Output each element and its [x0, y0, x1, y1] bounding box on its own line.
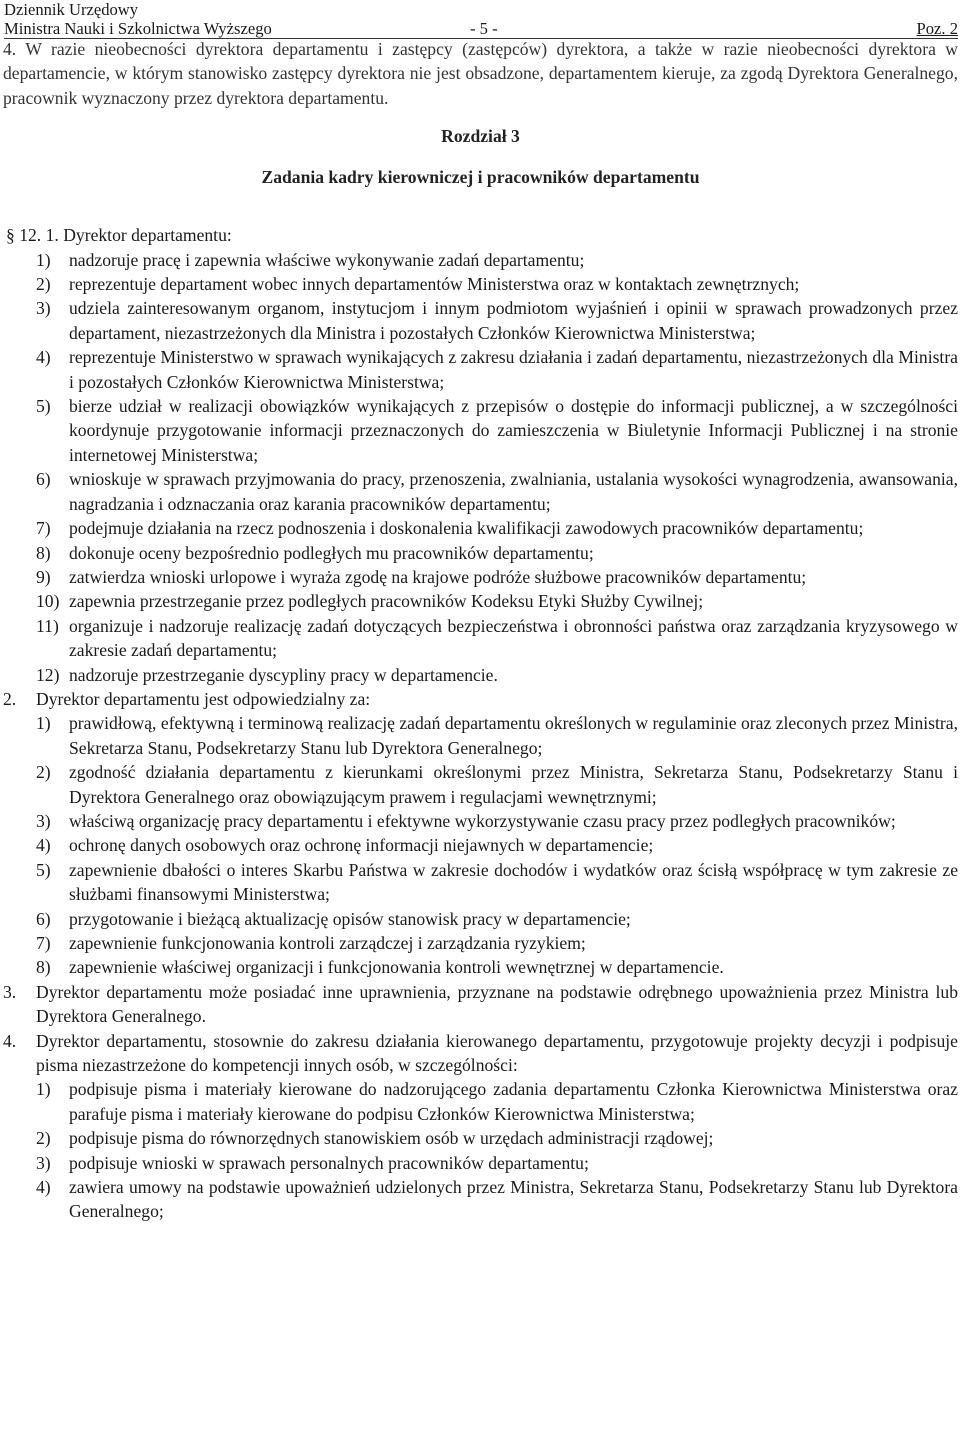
item-number: 1) [36, 713, 51, 734]
item-text: podejmuje działania na rzecz podnoszenia i doskonalenia kwalifikacji zawodowych pracowników departamentu; [69, 518, 864, 539]
item-text: podpisuje pisma do równorzędnych stanowiskiem osób w urzędach administracji rządowej; [69, 1128, 714, 1149]
item-text: reprezentuje Ministerstwo w sprawach wynikających z zakresu działania i zadań departamentu, niezastrzeżonych dla Ministra i pozostałych Członków Kierownictwa Ministerstwa; [69, 347, 958, 392]
item-number: 1) [36, 249, 51, 270]
item-number: 6) [36, 908, 51, 929]
item-text: nadzoruje pracę i zapewnia właściwe wykonywanie zadań departamentu; [69, 249, 585, 270]
item-number: 4) [36, 347, 51, 368]
item-number: 8) [36, 542, 51, 563]
subsection-4 [3, 1029, 958, 1078]
list-item [36, 394, 958, 467]
item-text: zawiera umowy na podstawie upoważnień udzielonych przez Ministra, Sekretarza Stanu, Podsekretarzy Stanu lub Dyrektora Generalnego; [69, 1177, 958, 1222]
item-text: podpisuje pisma i materiały kierowane do nadzorującego zadania departamentu Członka Kierownictwa Ministerstwa oraz parafuje pisma i materiały kierowane do podpisu Członków Kierownictwa Ministerstwa; [69, 1079, 958, 1124]
item-number: 8) [36, 957, 51, 978]
list-item [36, 1126, 958, 1150]
item-number: 11) [36, 615, 59, 636]
item-text: ochronę danych osobowych oraz ochronę informacji niejawnych w departamencie; [69, 835, 654, 856]
subsection-intro: Dyrektor departamentu jest odpowiedzialny za: [36, 688, 371, 709]
section-intro [3, 223, 958, 247]
item-number: 4) [36, 1177, 51, 1198]
section-sign: § [6, 225, 15, 246]
list-item [36, 858, 958, 907]
list-item [36, 907, 958, 931]
position-number: Poz. 2 [916, 19, 958, 38]
chapter-number: Rozdział 3 [441, 126, 520, 147]
list-item [36, 516, 958, 540]
item-text: organizuje i nadzoruje realizację zadań dotyczących bezpieczeństwa i obronności państwa oraz zarządzania kryzysowego w zakresie zadań departamentu; [69, 615, 958, 661]
subsection-intro: Dyrektor departamentu, stosownie do zakresu działania kierowanego departamentu, przygotowuje projekty decyzji i podpisuje pisma niezastrzeżone do kompetencji innych osób, w szczególności: [36, 1030, 958, 1076]
list-item [36, 1077, 958, 1126]
item-text: bierze udział w realizacji obowiązków wynikających z przepisów o dostępie do informacji publicznej, a w szczególności koordynuje przygotowanie informacji przeznaczonych do zamieszczenia w Biuletynie Informacji Publicznej i na stronie internetowej Ministerstwa; [69, 396, 958, 465]
item-text: zapewnienie funkcjonowania kontroli zarządczej i zarządzania ryzykiem; [69, 933, 586, 953]
item-text: prawidłową, efektywną i terminową realizację zadań departamentu określonych w regulaminie oraz zleconych przez Ministra, Sekretarza Stanu, Podsekretarzy Stanu lub Dyrektora Generalnego; [69, 713, 958, 758]
list-item [36, 1175, 958, 1224]
list-item [36, 467, 958, 516]
item-number: 9) [36, 566, 51, 587]
item-text: wnioskuje w sprawach przyjmowania do pracy, przenoszenia, zwalniania, ustalania wysokości wynagrodzenia, awansowania, nagradzania i odznaczania oraz karania pracowników departamentu; [69, 469, 958, 514]
paragraph-number: 4. [3, 39, 17, 59]
item-number: 12) [36, 664, 60, 685]
duties-list [3, 248, 958, 687]
journal-title: Dziennik Urzędowy [4, 0, 139, 19]
chapter-title: Zadania kadry kierowniczej i pracowników departamentu [261, 167, 700, 188]
subsection-number: 3. [3, 981, 17, 1002]
header-row [4, 19, 958, 39]
responsibilities-list [3, 711, 958, 979]
list-item [36, 955, 958, 979]
item-number: 2) [36, 762, 51, 783]
item-number: 3) [36, 298, 51, 319]
list-item [36, 248, 958, 272]
item-number: 1) [36, 1079, 51, 1100]
item-text: reprezentuje departament wobec innych departamentów Ministerstwa oraz w kontaktach zewnętrznych; [69, 274, 800, 295]
item-number: 3) [36, 1152, 51, 1173]
item-number: 10) [36, 591, 60, 612]
item-text: zatwierdza wnioski urlopowe i wyraża zgodę na krajowe podróże służbowe pracowników departamentu; [69, 566, 807, 587]
list-item [36, 345, 958, 394]
list-item [36, 711, 958, 760]
subsection-2 [3, 687, 958, 711]
item-text: nadzoruje przestrzeganie dyscypliny pracy w departamencie. [69, 664, 498, 685]
paragraph-4 [3, 37, 958, 110]
document-body [3, 37, 958, 1224]
subsection-intro: Dyrektor departamentu: [63, 225, 232, 246]
list-item [36, 760, 958, 809]
item-number: 4) [36, 835, 51, 856]
ministry-name: Ministra Nauki i Szkolnictwa Wyższego [4, 19, 272, 38]
list-item [36, 931, 958, 955]
list-item [36, 296, 958, 345]
item-text: udziela zainteresowanym organom, instytucjom i innym podmiotom wyjaśnień i opinii w sprawach prowadzonych przez departament, niezastrzeżonych dla Ministra i pozostałych Członków Kierownictwa Ministerstwa; [69, 298, 958, 343]
subsection-number: 2. [3, 688, 17, 709]
item-text: zgodność działania departamentu z kierunkami określonymi przez Ministra, Sekretarza Stanu, Podsekretarzy Stanu i Dyrektora Generalnego oraz obowiązującym prawem i regulacjami wewnętrznymi; [69, 762, 958, 807]
list-item [36, 541, 958, 565]
list-item [36, 272, 958, 296]
item-text: przygotowanie i bieżącą aktualizację opisów stanowisk pracy w departamencie; [69, 908, 631, 929]
list-item [36, 614, 958, 663]
item-text: zapewnienie dbałości o interes Skarbu Państwa w zakresie dochodów i wydatków oraz ścisłą współpracę w tym zakresie ze służbami finansowymi Ministerstwa; [69, 859, 958, 905]
section-12 [3, 223, 958, 1224]
page-number: - 5 - [470, 19, 498, 38]
paragraph-text: W razie nieobecności dyrektora departamentu i zastępcy (zastępców) dyrektora, a także w razie nieobecności dyrektora w departamencie, w którym stanowisko zastępcy dyrektora nie jest obsadzone, departamentem kieruje, za zgodą Dyrektora Generalnego, pracownik wyznaczony przez dyrektora departamentu. [3, 39, 958, 108]
page-header [4, 0, 958, 39]
signing-list [3, 1077, 958, 1223]
item-number: 7) [36, 933, 51, 953]
item-number: 5) [36, 859, 51, 880]
list-item [36, 833, 958, 857]
item-number: 5) [36, 396, 51, 417]
list-item [36, 809, 958, 833]
item-text: zapewnienie właściwej organizacji i funkcjonowania kontroli wewnętrznej w departamencie. [69, 957, 724, 978]
item-text: właściwą organizację pracy departamentu i efektywne wykorzystywanie czasu pracy przez podległych pracowników; [69, 810, 896, 831]
subsection-number: 4. [3, 1030, 17, 1051]
item-text: dokonuje oceny bezpośrednio podległych mu pracowników departamentu; [69, 542, 594, 563]
item-text: zapewnia przestrzeganie przez podległych pracowników Kodeksu Etyki Służby Cywilnej; [69, 591, 704, 612]
item-number: 2) [36, 1128, 51, 1149]
subsection-number: 1. [45, 225, 59, 246]
list-item [36, 663, 958, 687]
list-item [36, 565, 958, 589]
item-text: podpisuje wnioski w sprawach personalnych pracowników departamentu; [69, 1152, 589, 1173]
subsection-3 [3, 980, 958, 1029]
item-number: 3) [36, 810, 51, 831]
item-number: 6) [36, 469, 51, 490]
item-number: 7) [36, 518, 51, 539]
list-item [36, 589, 958, 613]
section-number: 12. [19, 225, 42, 246]
item-number: 2) [36, 274, 51, 295]
subsection-text: Dyrektor departamentu może posiadać inne uprawnienia, przyznane na podstawie odrębnego upoważnienia przez Ministra lub Dyrektora Generalnego. [36, 981, 958, 1027]
list-item [36, 1151, 958, 1175]
